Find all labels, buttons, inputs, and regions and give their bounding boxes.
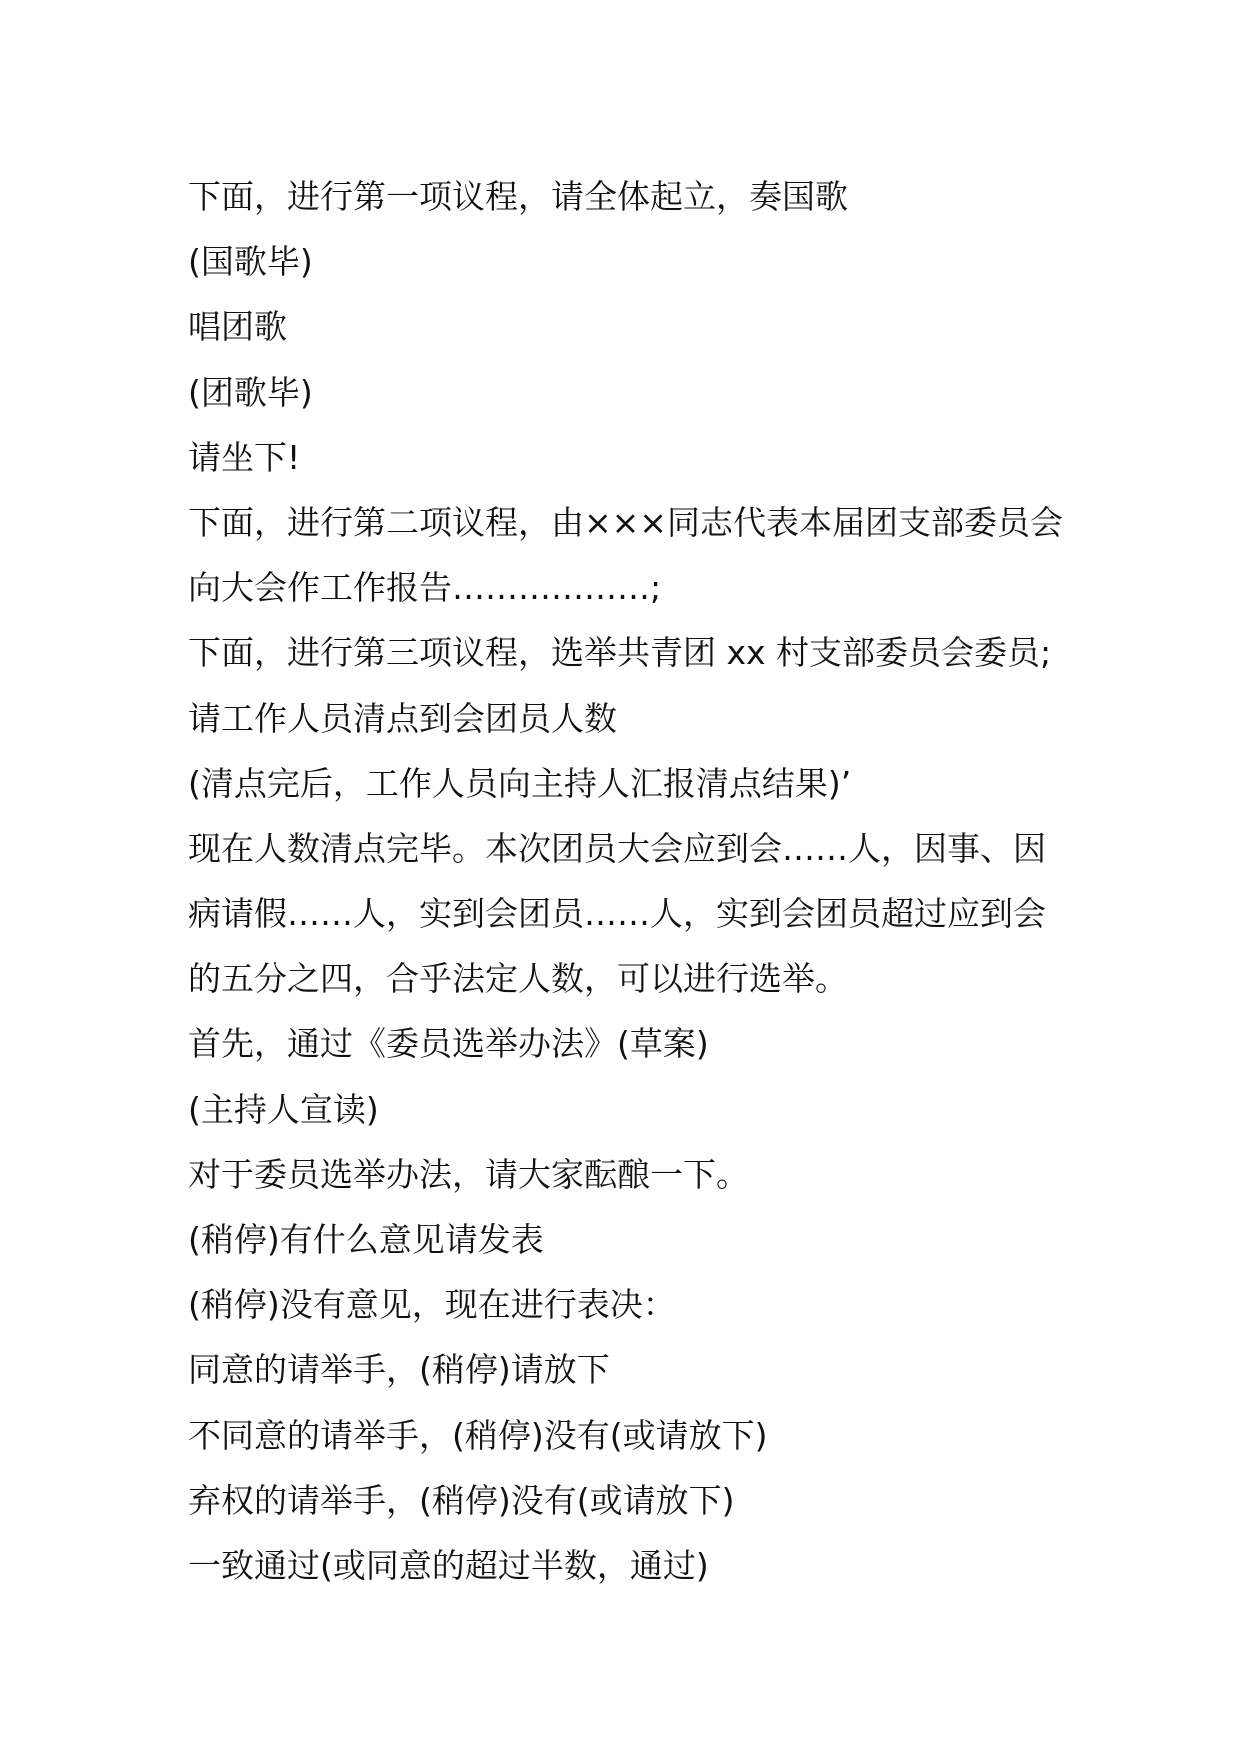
text-line: 首先，通过《委员选举办法》(草案) [188,1024,709,1064]
text-line: 不同意的请举手，(稍停)没有(或请放下) [188,1415,768,1455]
text-line: 病请假……人，实到会团员……人，实到会团员超过应到会 [188,894,1046,934]
text-line: 请工作人员清点到会团员人数 [188,698,617,738]
text-line: 对于委员选举办法，请大家酝酿一下。 [188,1154,749,1194]
text-line: 的五分之四，合乎法定人数，可以进行选举。 [188,959,848,999]
text-line: 同意的请举手，(稍停)请放下 [188,1350,610,1390]
text-line: 下面，进行第三项议程，选举共青团 xx 村支部委员会委员; [188,633,1052,673]
text-line: (主持人宣读) [188,1089,379,1129]
text-line: (团歌毕) [188,372,313,412]
text-line: 请坐下! [188,437,301,477]
text-line: 下面，进行第二项议程，由×××同志代表本届团支部委员会 [188,502,1063,542]
text-line: 向大会作工作报告………………; [188,568,662,608]
text-line: (稍停)有什么意见请发表 [188,1220,544,1259]
text-line: 现在人数清点完毕。本次团员大会应到会……人，因事、因 [188,828,1046,868]
text-line: (稍停)没有意见，现在进行表决： [188,1285,676,1325]
document-body [188,164,1068,1598]
text-line: 弃权的请举手，(稍停)没有(或请放下) [188,1480,735,1520]
text-line: 一致通过(或同意的超过半数，通过) [188,1545,709,1585]
text-line: (清点完后，工作人员向主持人汇报清点结果)’ [188,763,852,803]
text-line: 下面，进行第一项议程，请全体起立，奏国歌 [188,177,848,216]
text-line: (国歌毕) [188,242,313,282]
text-line: 唱团歌 [188,307,287,347]
